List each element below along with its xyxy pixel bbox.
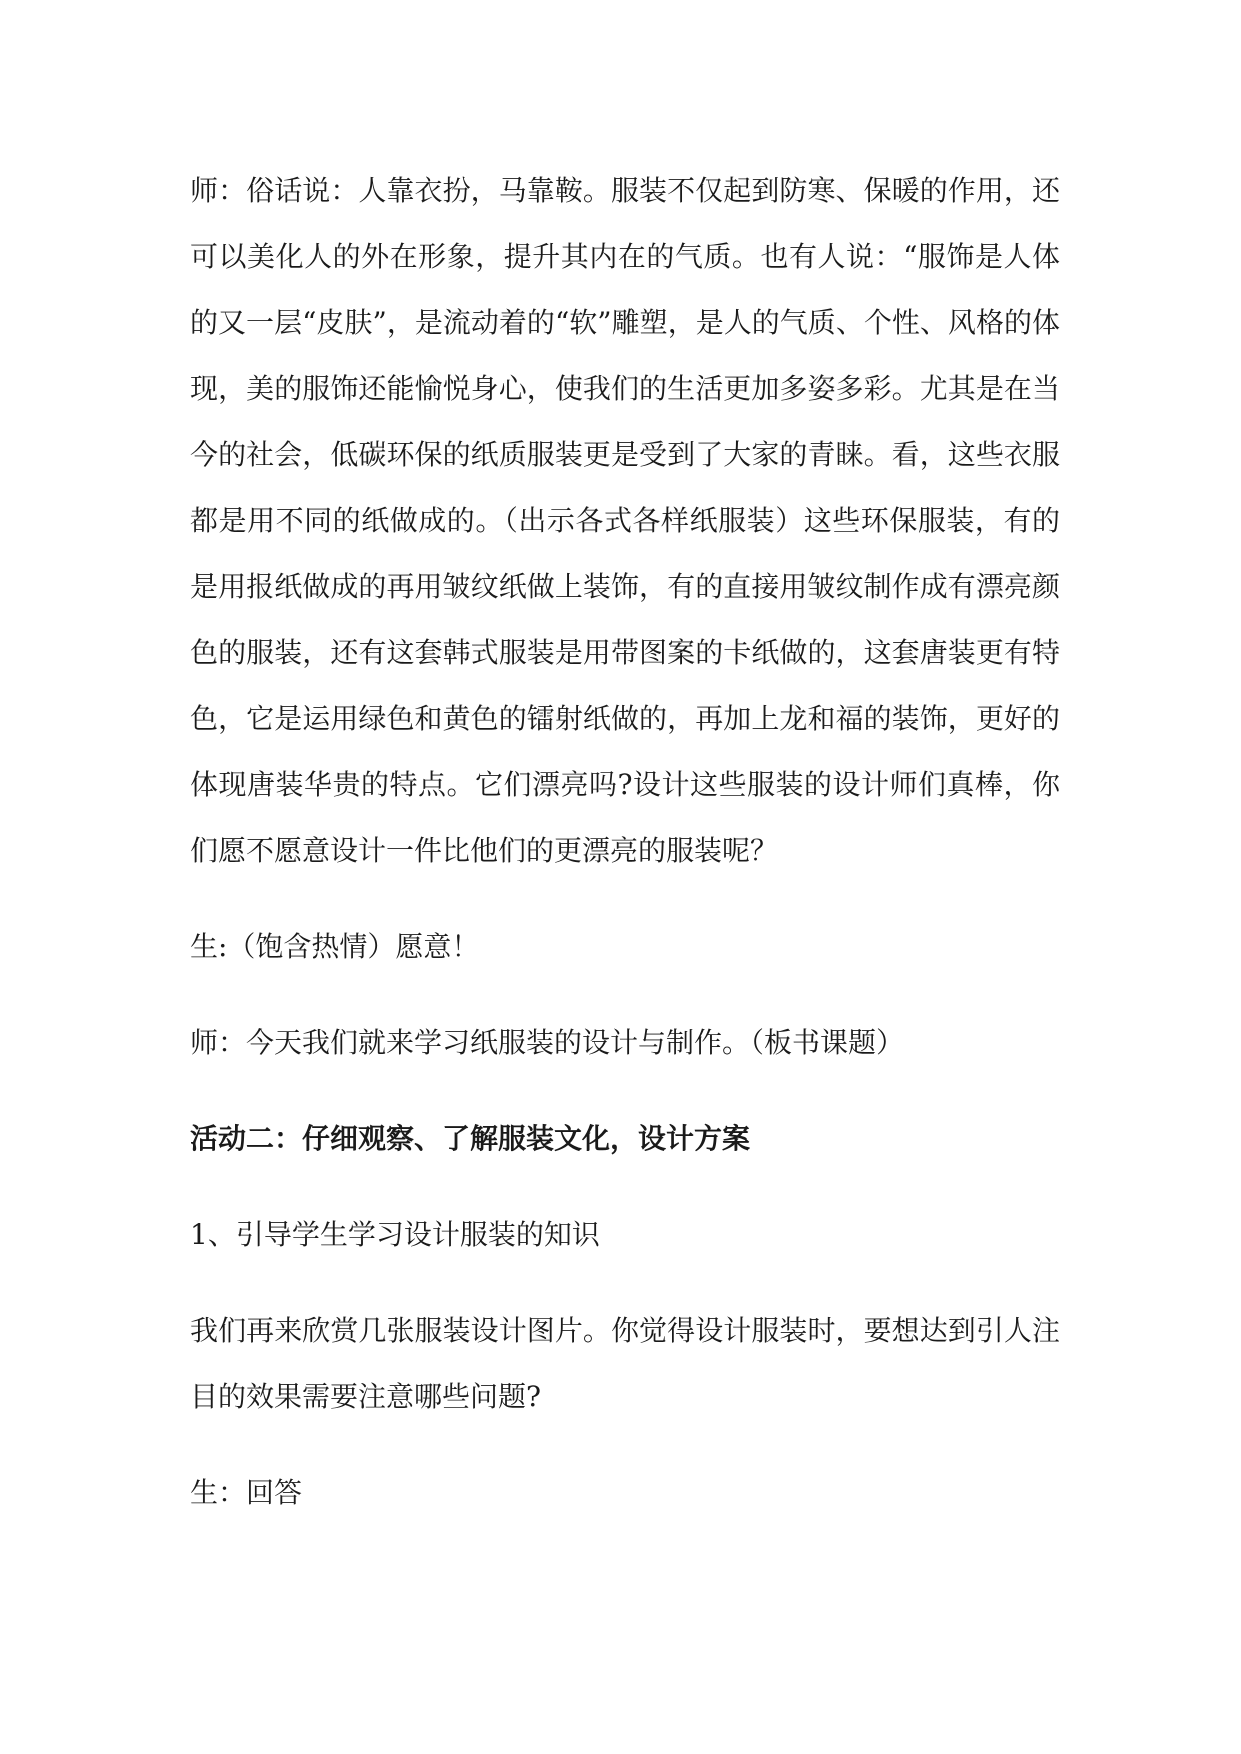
- teacher-topic-paragraph: 师：今天我们就来学习纸服装的设计与制作。（板书课题）: [190, 1026, 905, 1059]
- document-page: [190, 158, 1060, 1526]
- activity-two-heading: 活动二：仔细观察、了解服装文化，设计方案: [190, 1122, 751, 1155]
- teacher-intro-paragraph: 师：俗话说：人靠衣扮，马靠鞍。服装不仅起到防寒、保暖的作用，还可以美化人的外在形象，提升其内在的气质。也有人说：“服饰是人体的又一层“皮肤”，是流动着的“软”雕塑，是人的气质、个性、风格的体现，美的服饰还能愉悦身心，使我们的生活更加多姿多彩。尤其是在当今的社会，低碳环保的纸质服装更是受到了大家的青睐。看，这些衣服都是用不同的纸做成的。（出示各式各样纸服装）这些环保服装，有的是用报纸做成的再用皱纹纸做上装饰，有的直接用皱纹制作成有漂亮颜色的服装，还有这套韩式服装是用带图案的卡纸做的，这套唐装更有特色，它是运用绿色和黄色的镭射纸做的，再加上龙和福的装饰，更好的体现唐装华贵的特点。它们漂亮吗?设计这些服装的设计师们真棒，你们愿不愿意设计一件比他们的更漂亮的服装呢？: [190, 174, 1060, 867]
- student-answer-paragraph: 生:（饱含热情）愿意！: [190, 930, 480, 963]
- paragraph-gap: [190, 980, 1060, 1010]
- step-one-paragraph: 1、引导学生学习设计服装的知识: [190, 1218, 600, 1251]
- paragraph-gap: [190, 1268, 1060, 1298]
- student-answer-paragraph: 生：回答: [190, 1476, 303, 1509]
- paragraph-gap: [190, 884, 1060, 914]
- paragraph-gap: [190, 1172, 1060, 1202]
- paragraph-gap: [190, 1076, 1060, 1106]
- appreciate-question-paragraph: 我们再来欣赏几张服装设计图片。你觉得设计服装时，要想达到引人注目的效果需要注意哪些问题?: [190, 1314, 1060, 1413]
- paragraph-gap: [190, 1430, 1060, 1460]
